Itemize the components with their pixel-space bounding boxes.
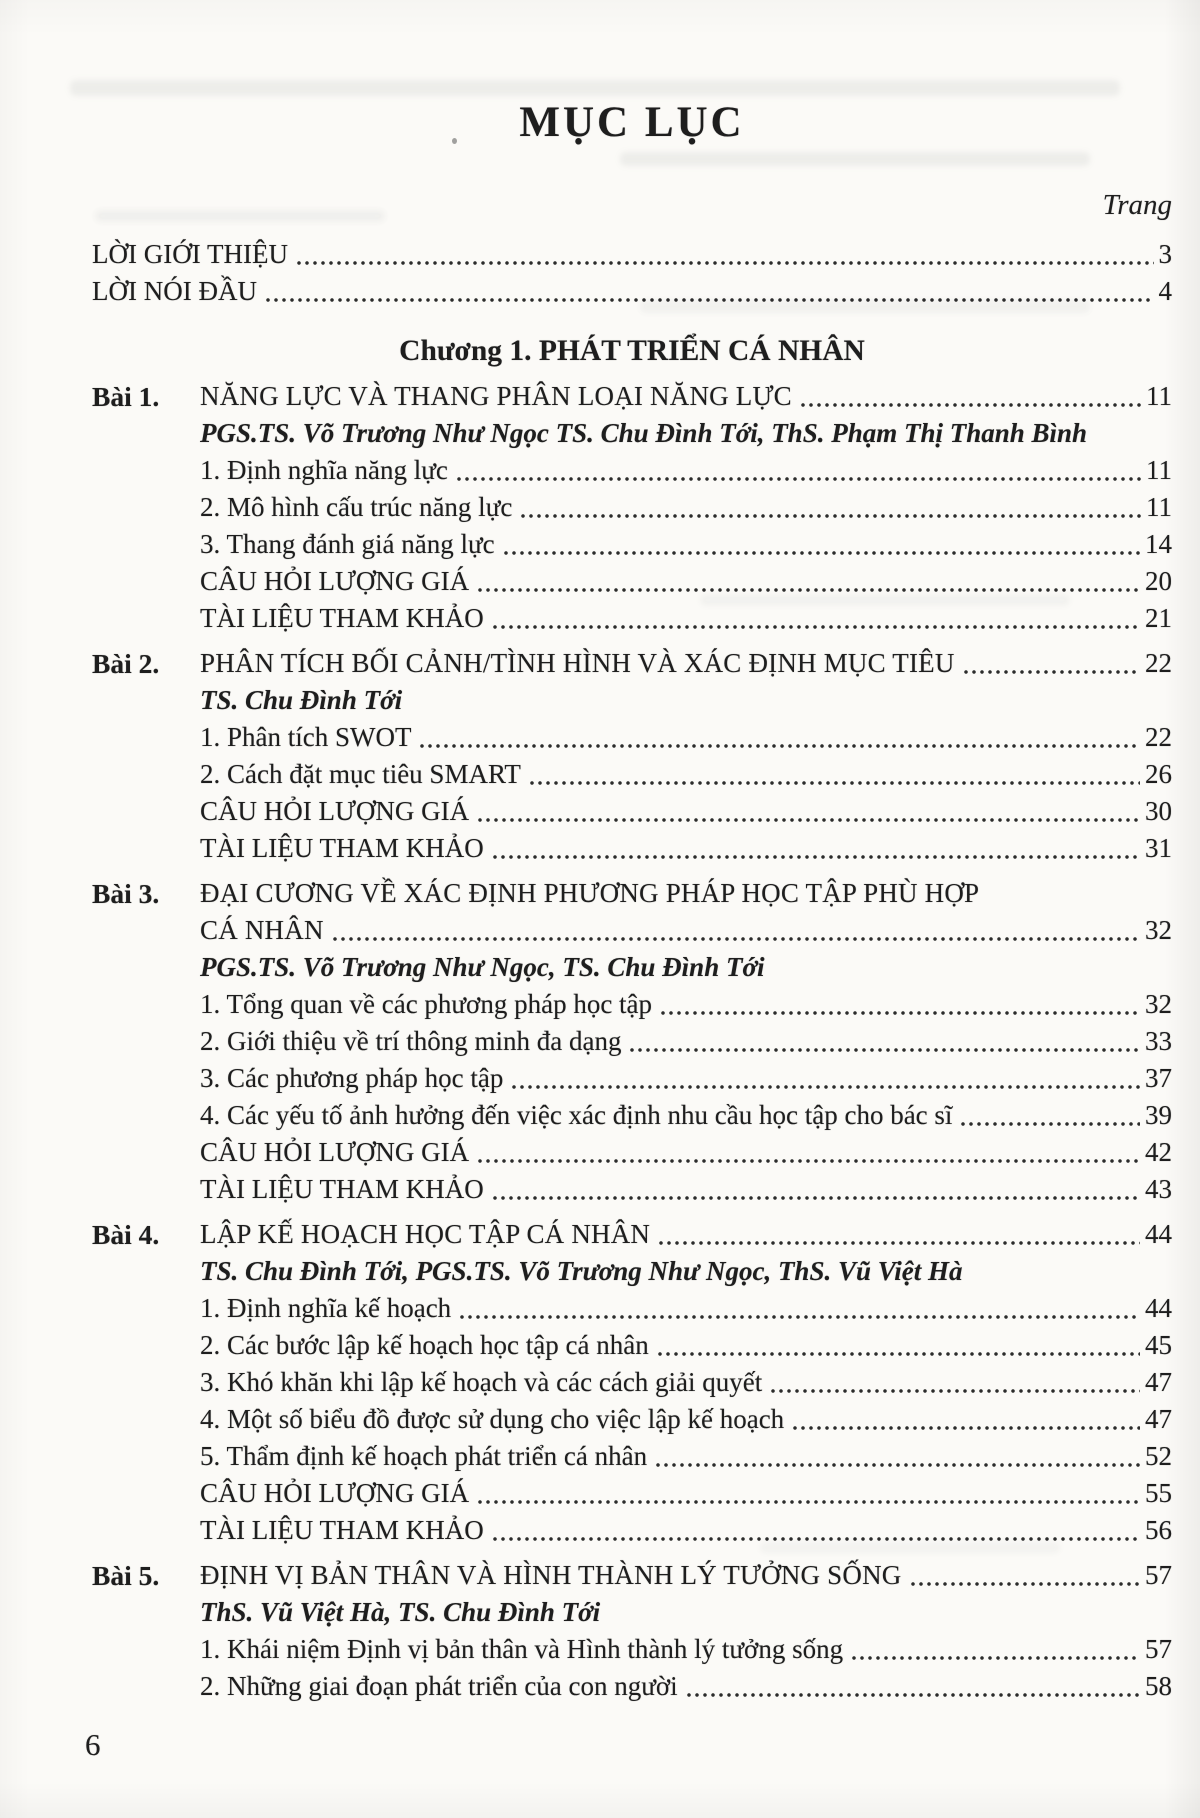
entry-page-number: 47 [1145,1367,1172,1397]
dot-leader [658,1351,1140,1357]
entry-label: 2. Các bước lập kế hoạch học tập cá nhân [200,1330,649,1360]
dot-leader [460,1314,1140,1320]
lesson-authors: ThS. Vũ Việt Hà, TS. Chu Đình Tới [200,1597,601,1627]
entry-page-number: 43 [1145,1174,1172,1204]
lesson-authors: TS. Chu Đình Tới [200,685,403,715]
entry-page-number: 32 [1145,915,1172,945]
dot-leader [659,1240,1140,1246]
toc-entry [200,793,1172,830]
lesson-list [92,378,1172,1705]
toc-entry [200,1327,1172,1364]
entry-label: CÂU HỎI LƯỢNG GIÁ [200,566,470,596]
lesson-block [92,645,1172,867]
dot-leader [297,260,1154,266]
dot-leader [964,669,1140,675]
entry-page-number: 20 [1145,566,1172,596]
lesson-block [92,1557,1172,1705]
toc-entry [200,563,1172,600]
lesson-title-entry [200,1216,1172,1253]
entry-label: 1. Tổng quan về các phương pháp học tập [200,989,653,1019]
lesson-authors: PGS.TS. Võ Trương Như Ngọc TS. Chu Đình Tới, ThS. Phạm Thị Thanh Bình [200,418,1088,448]
dot-leader [478,587,1140,593]
entry-label: 5. Thẩm định kế hoạch phát triển cá nhân [200,1441,648,1471]
dot-leader [852,1655,1140,1661]
entry-label: 3. Thang đánh giá năng lực [200,529,495,559]
dot-leader [801,402,1141,408]
entry-page-number: 56 [1145,1515,1172,1545]
entry-label: NĂNG LỰC VÀ THANG PHÂN LOẠI NĂNG LỰC [200,381,792,411]
page-title: MỤC LỤC [519,99,745,146]
entry-label: ĐỊNH VỊ BẢN THÂN VÀ HÌNH THÀNH LÝ TƯỞNG SỐNG [200,1560,902,1590]
entry-page-number: 33 [1145,1026,1172,1056]
lesson-block [92,1216,1172,1549]
entry-page-number: 39 [1145,1100,1172,1130]
toc-entry [200,452,1172,489]
toc-entry [200,756,1172,793]
lesson-title-entry [200,378,1172,415]
lesson-number: Bài 2. [92,648,160,679]
entry-label: 2. Mô hình cấu trúc năng lực [200,492,513,522]
lesson-number: Bài 1. [92,381,160,412]
entry-label: CÂU HỎI LƯỢNG GIÁ [200,796,470,826]
entry-label: CÂU HỎI LƯỢNG GIÁ [200,1478,470,1508]
entry-page-number: 14 [1145,529,1172,559]
entry-label: 2. Giới thiệu về trí thông minh đa dạng [200,1026,622,1056]
entry-page-number: 52 [1145,1441,1172,1471]
entry-page-number: 3 [1158,239,1172,269]
front-matter-entry [92,236,1172,273]
dot-leader [521,513,1141,519]
entry-page-number: 42 [1145,1137,1172,1167]
chapter-heading: Chương 1. PHÁT TRIỂN CÁ NHÂN [399,335,865,367]
dot-leader [478,1158,1140,1164]
lesson-block [92,875,1172,1208]
toc-entry [200,1364,1172,1401]
lesson-title-entry [200,912,1172,949]
toc-entry [200,1438,1172,1475]
entry-page-number: 37 [1145,1063,1172,1093]
toc-entry [200,489,1172,526]
lesson-number: Bài 3. [92,878,160,909]
entry-label: 3. Các phương pháp học tập [200,1063,504,1093]
dot-leader [493,854,1140,860]
entry-page-number: 30 [1145,796,1172,826]
toc-entry [200,526,1172,563]
toc-entry [200,1023,1172,1060]
entry-label: 1. Phân tích SWOT [200,722,412,752]
entry-label: 2. Cách đặt mục tiêu SMART [200,759,521,789]
dot-leader [687,1692,1140,1698]
entry-label: 2. Những giai đoạn phát triển của con người [200,1671,678,1701]
entry-page-number: 47 [1145,1404,1172,1434]
dot-leader [493,1195,1140,1201]
lesson-number: Bài 4. [92,1219,160,1250]
entry-label: 1. Định nghĩa kế hoạch [200,1293,452,1323]
toc-entry [200,1097,1172,1134]
entry-page-number: 4 [1158,276,1172,306]
entry-label: 3. Khó khăn khi lập kế hoạch và các cách giải quyết [200,1367,763,1397]
entry-page-number: 44 [1145,1219,1172,1249]
dot-leader [630,1047,1140,1053]
toc-entry [200,986,1172,1023]
lesson-number: Bài 5. [92,1560,160,1591]
lesson-block [92,378,1172,637]
entry-page-number: 57 [1145,1634,1172,1664]
entry-label: 4. Một số biểu đồ được sử dụng cho việc lập kế hoạch [200,1404,785,1434]
toc-entry [200,1668,1172,1705]
dot-leader [478,817,1140,823]
toc-entry [200,830,1172,867]
toc-entry [200,1631,1172,1668]
dot-leader [478,1499,1140,1505]
entry-label: 1. Khái niệm Định vị bản thân và Hình thành lý tưởng sống [200,1634,844,1664]
entry-label: CÁ NHÂN [200,915,324,945]
entry-label: LỜI GIỚI THIỆU [92,239,288,269]
dot-leader [457,476,1141,482]
entry-label: 4. Các yếu tố ảnh hưởng đến việc xác định nhu cầu học tập cho bác sĩ [200,1100,953,1130]
toc-entry [200,1171,1172,1208]
dot-leader [493,624,1140,630]
dot-leader [504,550,1140,556]
entry-label: TÀI LIỆU THAM KHẢO [200,1515,484,1545]
lesson-authors: PGS.TS. Võ Trương Như Ngọc, TS. Chu Đình Tới [200,952,765,982]
lesson-title-entry [200,645,1172,682]
entry-label: LỜI NÓI ĐẦU [92,276,257,306]
lesson-authors: TS. Chu Đình Tới, PGS.TS. Võ Trương Như Ngọc, ThS. Vũ Việt Hà [200,1256,963,1286]
entry-page-number: 32 [1145,989,1172,1019]
toc-entry [200,1401,1172,1438]
page-column-label: Trang [1102,189,1172,221]
toc-entry [200,1290,1172,1327]
entry-page-number: 11 [1146,381,1172,411]
entry-label: 1. Định nghĩa năng lực [200,455,448,485]
dot-leader [530,780,1140,786]
entry-page-number: 45 [1145,1330,1172,1360]
toc-entry [200,1475,1172,1512]
dot-leader [656,1462,1140,1468]
toc-entry [200,1134,1172,1171]
entry-page-number: 44 [1145,1293,1172,1323]
dot-leader [493,1536,1140,1542]
dot-leader [420,743,1140,749]
toc-entry [200,600,1172,637]
entry-page-number: 22 [1145,722,1172,752]
entry-page-number: 55 [1145,1478,1172,1508]
entry-page-number: 26 [1145,759,1172,789]
front-matter-entry [92,273,1172,310]
dot-leader [961,1121,1140,1127]
front-matter-list [92,236,1172,310]
lesson-title-entry [200,1557,1172,1594]
entry-label: LẬP KẾ HOẠCH HỌC TẬP CÁ NHÂN [200,1219,651,1249]
toc-entry [200,719,1172,756]
entry-label: TÀI LIỆU THAM KHẢO [200,1174,484,1204]
entry-label: ĐẠI CƯƠNG VỀ XÁC ĐỊNH PHƯƠNG PHÁP HỌC TẬP PHÙ HỢP [200,878,980,908]
dot-leader [771,1388,1140,1394]
entry-page-number: 11 [1146,455,1172,485]
entry-page-number: 31 [1145,833,1172,863]
entry-label: TÀI LIỆU THAM KHẢO [200,833,484,863]
entry-page-number: 21 [1145,603,1172,633]
dot-leader [512,1084,1140,1090]
page-number: 6 [85,1727,101,1762]
entry-label: TÀI LIỆU THAM KHẢO [200,603,484,633]
entry-page-number: 58 [1145,1671,1172,1701]
dot-leader [911,1581,1141,1587]
entry-page-number: 57 [1145,1560,1172,1590]
entry-page-number: 11 [1146,492,1172,522]
toc-entry [200,1512,1172,1549]
entry-label: PHÂN TÍCH BỐI CẢNH/TÌNH HÌNH VÀ XÁC ĐỊNH MỤC TIÊU [200,648,955,678]
dot-leader [661,1010,1140,1016]
toc-entry [200,1060,1172,1097]
dot-leader [333,936,1140,942]
entry-page-number: 22 [1145,648,1172,678]
dot-leader [266,297,1154,303]
lesson-title-entry [200,875,1172,912]
entry-label: CÂU HỎI LƯỢNG GIÁ [200,1137,470,1167]
dot-leader [793,1425,1140,1431]
